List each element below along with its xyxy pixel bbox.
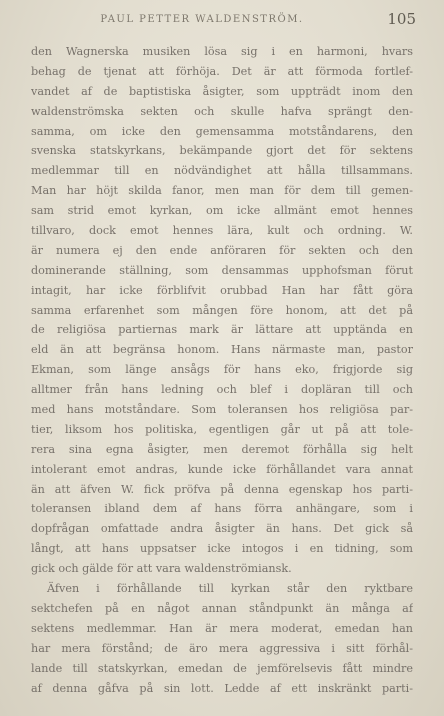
text-line: dopfrågan omfattade andra åsigter än hans. Det gick så xyxy=(31,522,413,536)
text-line: alltmer från hans ledning och blef i dopläran till och xyxy=(31,383,413,397)
text-line: intolerant emot andras, kunde icke förhållandet vara annat xyxy=(31,462,413,476)
text-line: Ekman, som länge ansågs för hans eko, frigjorde sig xyxy=(31,363,413,377)
text-line: än att äfven W. fick pröfva på denna egenskap hos parti- xyxy=(31,482,413,496)
text-line: rera sina egna åsigter, men deremot förhålla sig helt xyxy=(31,442,413,456)
running-head: PAUL PETTER WALDENSTRÖM. xyxy=(100,14,304,25)
text-line: tier, liksom hos politiska, egentligen går ut på att tole- xyxy=(31,422,413,436)
text-line: medlemmar till en nödvändighet att hålla tillsammans. xyxy=(31,164,413,178)
text-line: sektens medlemmar. Han är mera moderat, emedan han xyxy=(31,621,413,635)
text-line: svenska statskyrkans, bekämpande gjort det för sektens xyxy=(31,144,413,158)
text-line: Man har höjt skilda fanor, men man för dem till gemen- xyxy=(31,184,413,198)
text-line: sektchefen på en något annan ståndpunkt än många af xyxy=(31,601,413,615)
text-line: med hans motståndare. Som toleransen hos religiösa par- xyxy=(31,403,413,417)
text-line: Äfven i förhållande till kyrkan står den ryktbare xyxy=(47,582,413,596)
text-line: tillvaro, dock emot hennes lära, kult och ordning. W. xyxy=(31,224,413,238)
text-line: behag de tjenat att förhöja. Det är att förmoda fortlef- xyxy=(31,64,413,78)
page-header xyxy=(28,10,416,32)
page-number: 105 xyxy=(387,10,416,28)
text-line: eld än att begränsa honom. Hans närmaste man, pastor xyxy=(31,343,413,357)
text-line: lande till statskyrkan, emedan de jemförelsevis fått mindre xyxy=(31,661,413,675)
text-line: toleransen ibland dem af hans förra anhängare, som i xyxy=(31,502,413,516)
text-line: waldenströmska sekten och skulle hafva sprängt den- xyxy=(31,104,413,118)
text-line: den Wagnerska musiken lösa sig i en harmoni, hvars xyxy=(31,45,413,58)
text-line: intagit, har icke förblifvit orubbad Han har fått göra xyxy=(31,283,413,297)
text-line: samma, om icke den gemensamma motståndarens, den xyxy=(31,124,413,138)
paragraph xyxy=(31,579,413,698)
text-line: har mera förstånd; de äro mera aggressiva i sitt förhål- xyxy=(31,641,413,655)
text-line: samma erfarenhet som mången före honom, att det på xyxy=(31,303,413,317)
text-line: sam strid emot kyrkan, om icke allmänt emot hennes xyxy=(31,204,413,218)
text-line: långt, att hans uppsatser icke intogos i en tidning, som xyxy=(31,542,413,556)
body-text xyxy=(31,42,413,698)
paragraph xyxy=(31,42,413,579)
text-line: är numera ej den ende anföraren för sekten och den xyxy=(31,243,413,257)
text-line: af denna gåfva på sin lott. Ledde af ett inskränkt parti- xyxy=(31,681,413,695)
text-line: dominerande ställning, som densammas upphofsman förut xyxy=(31,263,413,277)
text-line: gick och gälde för att vara waldenströmiansk. xyxy=(31,562,292,576)
text-line: vandet af de baptistiska åsigter, som uppträdt inom den xyxy=(31,84,413,98)
text-line: de religiösa partiernas mark är lättare att upptända en xyxy=(31,323,413,337)
